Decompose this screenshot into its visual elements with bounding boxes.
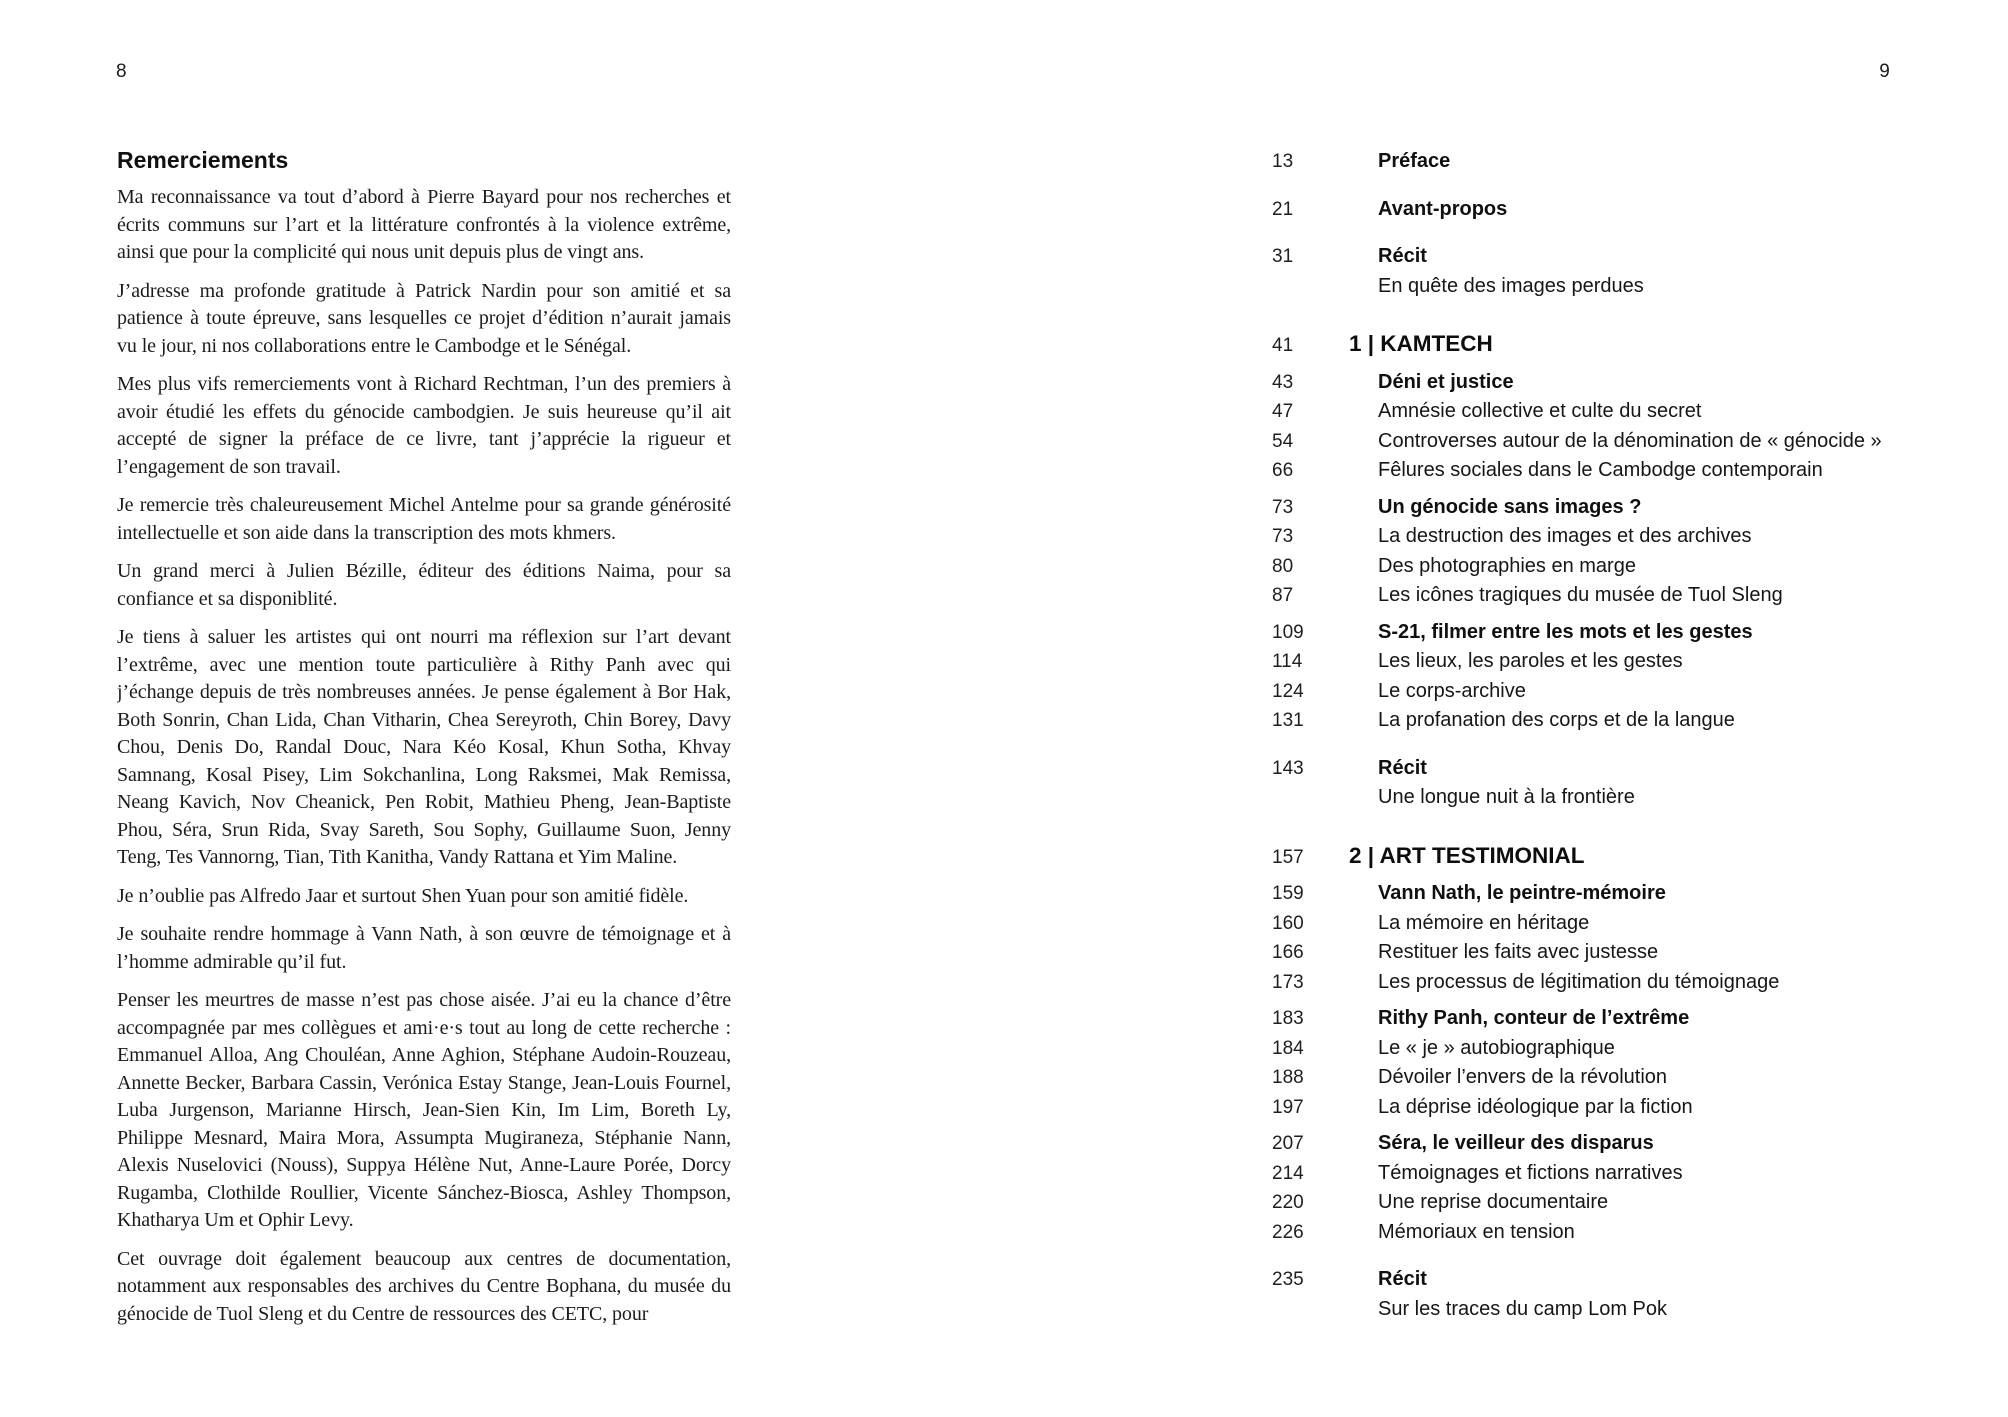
toc-entry-title: Fêlures sociales dans le Cambodge contemporain bbox=[1378, 459, 1823, 481]
toc-page-number: 13 bbox=[1272, 151, 1294, 172]
toc-page-number: 66 bbox=[1272, 460, 1294, 481]
toc-row bbox=[1272, 1093, 1972, 1123]
toc-row bbox=[1272, 938, 1972, 968]
toc-row bbox=[1272, 272, 1972, 301]
toc-entry-title: Des photographies en marge bbox=[1378, 554, 1636, 577]
toc-row bbox=[1272, 581, 1972, 611]
toc-row bbox=[1272, 909, 1972, 939]
toc-row bbox=[1272, 1034, 1972, 1064]
toc-page-number: 173 bbox=[1272, 971, 1304, 993]
toc-entry-title: Un génocide sans images ? bbox=[1378, 495, 1642, 518]
toc-row bbox=[1272, 1159, 1972, 1189]
toc-entry-title: Préface bbox=[1378, 150, 1451, 172]
acknowledgments-paragraph: Cet ouvrage doit également beaucoup aux centres de documentation, notamment aux responsables des archives du Centre Bophana, du musée du génocide de Tuol Sleng et du Centre de ressources des CETC, pour bbox=[117, 1247, 731, 1325]
toc-entry-title: Les lieux, les paroles et les gestes bbox=[1378, 650, 1683, 672]
toc-row bbox=[1272, 754, 1972, 784]
toc-entry-title: Amnésie collective et culte du secret bbox=[1378, 400, 1702, 422]
toc-entry-title: Mémoriaux en tension bbox=[1378, 1220, 1575, 1243]
acknowledgments-text bbox=[117, 184, 731, 1339]
toc-entry-title: Le corps-archive bbox=[1378, 679, 1526, 702]
toc-entry-title: Rithy Panh, conteur de l’extrême bbox=[1378, 1007, 1690, 1029]
toc-entry-title: Les processus de légitimation du témoignage bbox=[1378, 970, 1780, 993]
toc-row bbox=[1272, 195, 1972, 225]
toc-row bbox=[1272, 427, 1972, 457]
toc-page-number: 131 bbox=[1272, 710, 1304, 731]
toc-entry-subtitle: Une longue nuit à la frontière bbox=[1378, 786, 1635, 808]
toc-row bbox=[1272, 330, 1972, 361]
toc-entry-title: Vann Nath, le peintre-mémoire bbox=[1378, 882, 1666, 904]
acknowledgments-paragraph: J’adresse ma profonde gratitude à Patrick Nardin pour son amitié et sa patience à toute épreuve, sans lesquelles ce projet d’édition n’aurait jamais vu le jour, ni nos collaborations entre le Cambodge et le Sénégal. bbox=[117, 279, 731, 357]
toc-page-number: 214 bbox=[1272, 1162, 1304, 1184]
acknowledgments-paragraph: Penser les meurtres de masse n’est pas chose aisée. J’ai eu la chance d’être accompagnée par mes collègues et ami·e·s tout au long de cette recherche : Emmanuel Alloa, Ang Chouléan, Anne Aghion, Stéphane Audoin-Rouzeau, Annette Becker, Barbara Cassin, Verónica Estay Stange, Jean-Louis Fournel, Luba Jurgenson, Marianne Hirsch, Jean-Sien Kin, Im Lim, Boreth Ly, Philippe Mesnard, Maira Mora, Assumpta Mugiraneza, Stéphanie Nann, Alexis Nuselovici (Nouss), Suppya Hélène Nut, Anne-Laure Porée, Dorcy Rugamba, Clothilde Roullier, Vicente Sánchez-Biosca, Ashley Thompson, Khatharya Um et Ophir Levy. bbox=[117, 989, 731, 1231]
toc-page-number: 73 bbox=[1272, 526, 1294, 547]
toc-entry-title: Récit bbox=[1378, 756, 1427, 779]
toc-entry-title: La profanation des corps et de la langue bbox=[1378, 709, 1735, 731]
toc-row bbox=[1272, 1218, 1972, 1248]
toc-page-number: 188 bbox=[1272, 1067, 1304, 1088]
toc-chapter-title: 1 | KAMTECH bbox=[1349, 331, 1493, 356]
toc-row bbox=[1272, 1265, 1972, 1295]
toc-row bbox=[1272, 706, 1972, 736]
acknowledgments-paragraph: Ma reconnaissance va tout d’abord à Pierre Bayard pour nos recherches et écrits communs sur l’art et la littérature confrontés à la violence extrême, ainsi que pour la complicité qui nous unit depuis plus de vingt ans. bbox=[117, 186, 731, 263]
acknowledgments-paragraph: Je n’oublie pas Alfredo Jaar et surtout Shen Yuan pour son amitié fidèle. bbox=[117, 884, 689, 907]
toc-row bbox=[1272, 1129, 1972, 1159]
toc-entry-title: Le « je » autobiographique bbox=[1378, 1036, 1615, 1059]
toc-page-number: 220 bbox=[1272, 1192, 1304, 1213]
toc-page-number: 41 bbox=[1272, 335, 1294, 356]
toc-page-number: 87 bbox=[1272, 585, 1294, 606]
toc-row bbox=[1272, 618, 1972, 648]
toc-page-number: 109 bbox=[1272, 621, 1304, 643]
toc-row bbox=[1272, 147, 1972, 177]
toc-row bbox=[1272, 677, 1972, 707]
toc-row bbox=[1272, 1004, 1972, 1034]
toc-entry-title: Controverses autour de la dénomination de « génocide » bbox=[1378, 429, 1882, 452]
toc-entry-title: Témoignages et fictions narratives bbox=[1378, 1161, 1683, 1184]
acknowledgments-paragraph: Mes plus vifs remerciements vont à Richard Rechtman, l’un des premiers à avoir étudié les effets du génocide cambodgien. Je suis heureuse qu’il ait accepté de signer la préface de ce livre, tant j’apprécie la rigueur et l’engagement de son travail. bbox=[117, 373, 731, 478]
toc-row bbox=[1272, 879, 1972, 909]
toc-page-number: 73 bbox=[1272, 496, 1294, 518]
toc-row bbox=[1272, 783, 1972, 812]
acknowledgments-heading: Remerciements bbox=[117, 147, 289, 173]
toc-entry-title: Avant-propos bbox=[1378, 197, 1508, 220]
toc-page-number: 197 bbox=[1272, 1096, 1304, 1118]
acknowledgments-paragraph: Je remercie très chaleureusement Michel Antelme pour sa grande générosité intellectuelle et son aide dans la transcription des mots khmers. bbox=[117, 494, 731, 544]
toc-entry-title: Restituer les faits avec justesse bbox=[1378, 941, 1659, 963]
toc-row bbox=[1272, 397, 1972, 427]
toc-row bbox=[1272, 842, 1972, 873]
toc-row bbox=[1272, 456, 1972, 486]
toc-page-number: 166 bbox=[1272, 942, 1304, 963]
toc-entry-title: Séra, le veilleur des disparus bbox=[1378, 1132, 1654, 1154]
toc-entry-subtitle: Sur les traces du camp Lom Pok bbox=[1378, 1297, 1668, 1320]
acknowledgments-paragraph: Je tiens à saluer les artistes qui ont nourri ma réflexion sur l’art devant l’extrême, avec une mention toute particulière à Rithy Panh avec qui j’échange depuis de très nombreuses années. Je pense également à Bor Hak, Both Sonrin, Chan Lida, Chan Vitharin, Chea Sereyroth, Chin Borey, Davy Chou, Denis Do, Randal Douc, Nara Kéo Kosal, Khun Sotha, Khvay Samnang, Kosal Pisey, Lim Sokchanlina, Long Raksmei, Mak Remissa, Neang Kavich, Nov Cheanick, Pen Robit, Mathieu Pheng, Jean-Baptiste Phou, Séra, Srun Rida, Svay Sareth, Sou Sophy, Guillaume Suon, Jenny Teng, Tes Vannorng, Tian, Tith Kanitha, Vandy Rattana et Yim Maline. bbox=[117, 626, 731, 868]
toc-page-number: 124 bbox=[1272, 680, 1304, 702]
toc-page-number: 184 bbox=[1272, 1037, 1304, 1059]
toc-page-number: 80 bbox=[1272, 555, 1294, 577]
toc-page-number: 43 bbox=[1272, 371, 1294, 393]
toc-entry-title: Récit bbox=[1378, 245, 1427, 267]
toc-entry-title: S-21, filmer entre les mots et les gestes bbox=[1378, 620, 1753, 643]
toc-page-number: 31 bbox=[1272, 246, 1294, 267]
toc-page-number: 21 bbox=[1272, 198, 1294, 220]
toc-entry-title: La mémoire en héritage bbox=[1378, 911, 1590, 934]
toc-page-number: 157 bbox=[1272, 846, 1304, 868]
toc-page-number: 143 bbox=[1272, 757, 1304, 779]
table-of-contents bbox=[1272, 147, 1972, 1323]
toc-row bbox=[1272, 1063, 1972, 1093]
toc-row bbox=[1272, 522, 1972, 552]
toc-page-number: 160 bbox=[1272, 912, 1304, 934]
toc-row bbox=[1272, 1188, 1972, 1218]
toc-page-number: 207 bbox=[1272, 1133, 1304, 1154]
acknowledgments-paragraph: Je souhaite rendre hommage à Vann Nath, à son œuvre de témoignage et à l’homme admirable qu’il fut. bbox=[117, 923, 731, 973]
toc-page-number: 226 bbox=[1272, 1221, 1304, 1243]
toc-entry-title: Dévoiler l’envers de la révolution bbox=[1378, 1066, 1668, 1088]
acknowledgments-paragraph: Un grand merci à Julien Bézille, éditeur des éditions Naima, pour sa confiance et sa disponiblité. bbox=[117, 560, 731, 610]
toc-entry-title: Une reprise documentaire bbox=[1378, 1191, 1609, 1213]
toc-row bbox=[1272, 552, 1972, 582]
page-number-left: 8 bbox=[116, 61, 127, 82]
toc-entry-subtitle: En quête des images perdues bbox=[1378, 274, 1644, 297]
toc-page-number: 54 bbox=[1272, 430, 1294, 452]
toc-entry-title: La déprise idéologique par la fiction bbox=[1378, 1095, 1693, 1118]
toc-page-number: 183 bbox=[1272, 1008, 1304, 1029]
toc-row bbox=[1272, 968, 1972, 998]
toc-entry-title: La destruction des images et des archives bbox=[1378, 525, 1752, 547]
toc-chapter-title: 2 | ART TESTIMONIAL bbox=[1349, 842, 1585, 868]
toc-page-number: 114 bbox=[1272, 651, 1303, 672]
toc-row bbox=[1272, 242, 1972, 272]
toc-row bbox=[1272, 493, 1972, 523]
toc-row bbox=[1272, 647, 1972, 677]
page-number-right: 9 bbox=[1879, 61, 1890, 82]
toc-page-number: 235 bbox=[1272, 1269, 1304, 1290]
toc-entry-title: Les icônes tragiques du musée de Tuol Sleng bbox=[1378, 584, 1783, 606]
toc-entry-title: Récit bbox=[1378, 1268, 1427, 1290]
toc-page-number: 159 bbox=[1272, 883, 1304, 904]
toc-page-number: 47 bbox=[1272, 401, 1294, 422]
toc-entry-title: Déni et justice bbox=[1378, 370, 1514, 393]
toc-row bbox=[1272, 368, 1972, 398]
toc-row bbox=[1272, 1295, 1972, 1324]
